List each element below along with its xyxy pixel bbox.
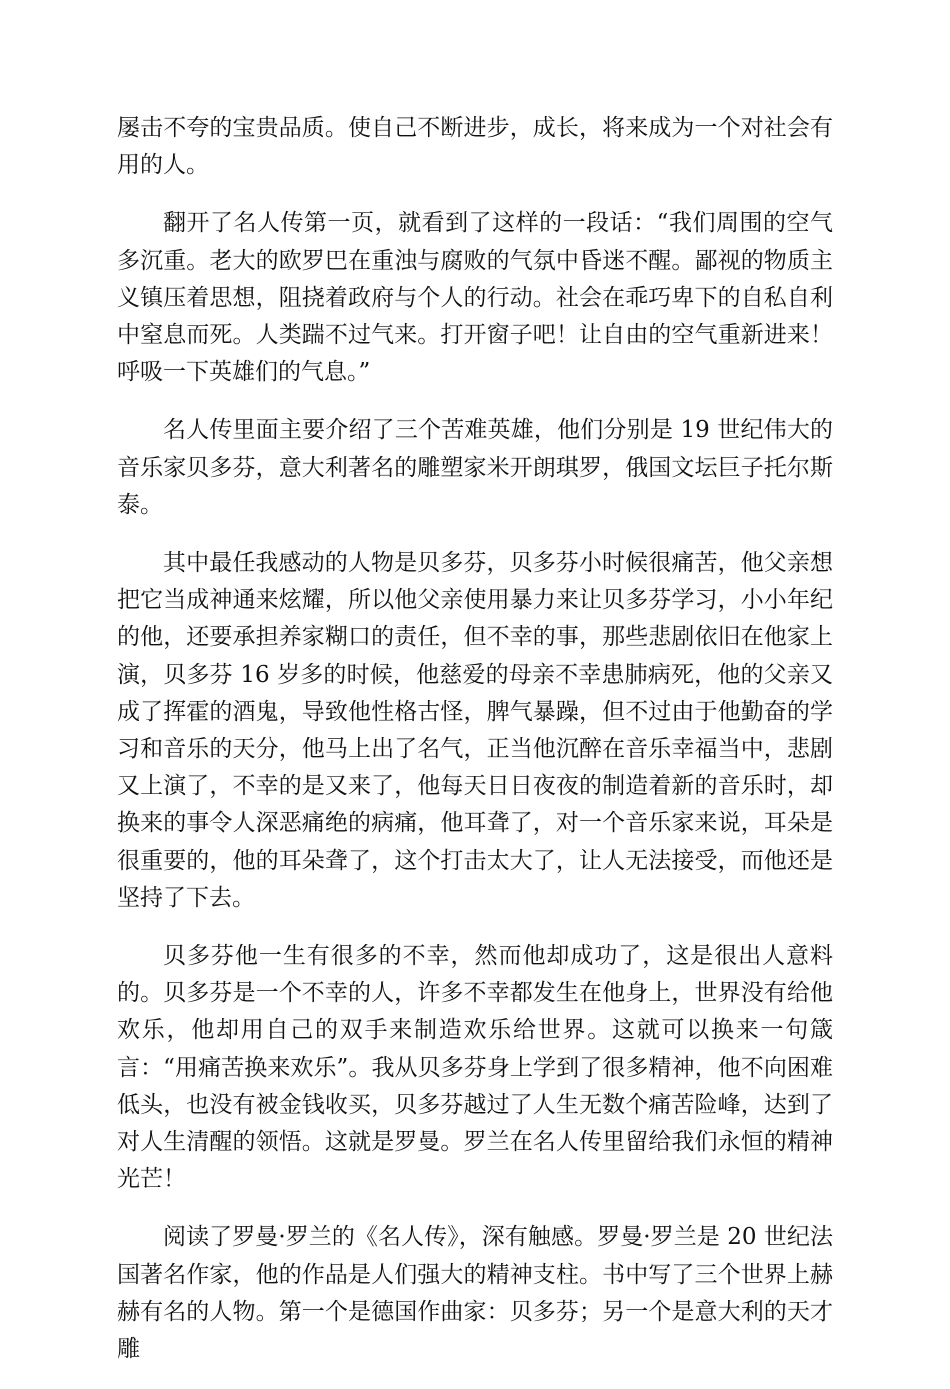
paragraph-4: 其中最任我感动的人物是贝多芬，贝多芬小时候很痛苦，他父亲想把它当成神通来炫耀，所以他父亲使用暴力来让贝多芬学习，小小年纪的他，还要承担养家糊口的责任，但不幸的事，那些悲剧依旧在他家上演，贝多芬 16 岁多的时候，他慈爱的母亲不幸患肺病死，他的父亲又成了挥霍的酒鬼，导致他性格古怪，脾气暴躁，但不过由于他勤奋的学习和音乐的天分，他马上出了名气，正当他沉醉在音乐幸福当中，悲剧又上演了，不幸的是又来了，他每天日日夜夜的制造着新的音乐时，却换来的事令人深恶痛绝的病痛，他耳聋了，对一个音乐家来说，耳朵是很重要的，他的耳朵聋了，这个打击太大了，让人无法接受，而他还是坚持了下去。 bbox=[117, 550, 833, 911]
paragraph-5: 贝多芬他一生有很多的不幸，然而他却成功了，这是很出人意料的。贝多芬是一个不幸的人，许多不幸都发生在他身上，世界没有给他欢乐，他却用自己的双手来制造欢乐给世界。这就可以换来一句箴言：“用痛苦换来欢乐”。我从贝多芬身上学到了很多精神，他不向困难低头，也没有被金钱收买，贝多芬越过了人生无数个痛苦险峰，达到了对人生清醒的领悟。这就是罗曼。罗兰在名人传里留给我们永恒的精神光芒！ bbox=[117, 943, 833, 1193]
paragraph-3: 名人传里面主要介绍了三个苦难英雄，他们分别是 19 世纪伟大的音乐家贝多芬，意大利著名的雕塑家米开朗琪罗，俄国文坛巨子托尔斯泰。 bbox=[117, 417, 833, 518]
paragraph-1: 屡击不夸的宝贵品质。使自己不断进步，成长，将来成为一个对社会有用的人。 bbox=[117, 115, 833, 179]
document-body bbox=[117, 110, 833, 1389]
paragraph-2: 翻开了名人传第一页，就看到了这样的一段话：“我们周围的空气多沉重。老大的欧罗巴在重浊与腐败的气氛中昏迷不醒。鄙视的物质主义镇压着思想，阻挠着政府与个人的行动。社会在乖巧卑下的自私自利中窒息而死。人类踹不过气来。打开窗子吧！让自由的空气重新进来！呼吸一下英雄们的气息。” bbox=[117, 210, 833, 386]
paragraph-6: 阅读了罗曼·罗兰的《名人传》，深有触感。罗曼·罗兰是 20 世纪法国著名作家，他的作品是人们强大的精神支柱。书中写了三个世界上赫赫有名的人物。第一个是德国作曲家：贝多芬；另一个是意大利的天才雕 bbox=[117, 1224, 833, 1363]
